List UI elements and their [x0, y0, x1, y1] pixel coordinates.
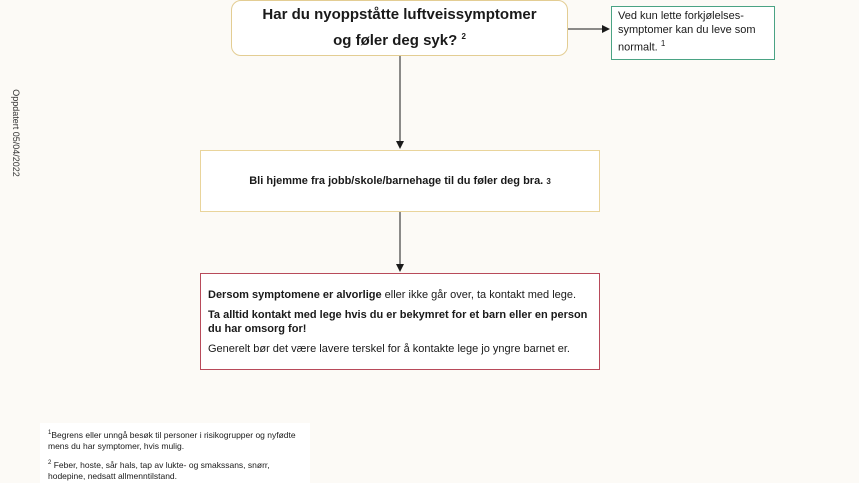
question-line2: og føler deg syk? — [333, 32, 458, 49]
footnotes — [40, 423, 310, 483]
mild-symptoms-note — [611, 6, 775, 60]
footnote-1 — [48, 428, 302, 452]
footnote-2-text: Feber, hoste, sår hals, tap av lukte- og smakssans, snørr, hodepine, nedsatt allmenntilstand. — [48, 459, 270, 481]
footnote-2 — [48, 458, 302, 482]
doctor-p1-rest: eller ikke går over, ta kontakt med lege. — [381, 289, 577, 301]
doctor-p1-bold: Dersom symptomene er alvorlige — [208, 289, 382, 301]
stay-home-text: Bli hjemme fra jobb/skole/barnehage til du føler deg bra. — [249, 175, 544, 187]
doctor-paragraph-2 — [208, 308, 592, 336]
doctor-p2-bold: Ta alltid kontakt med lege hvis du er bekymret for et barn eller en person du har omsorg for! — [208, 309, 588, 335]
question-box — [231, 0, 568, 56]
doctor-paragraph-3: Generelt bør det være lavere terskel for å kontakte lege jo yngre barnet er. — [208, 343, 570, 355]
updated-date: Oppdatert 05/04/2022 — [11, 89, 21, 177]
footnote-1-number: 1 — [48, 430, 52, 436]
question-line2-wrap — [333, 26, 466, 52]
stay-home-box — [200, 150, 600, 212]
mild-symptoms-text: Ved kun lette forkjølelses-symptomer kan du leve som normalt. — [618, 10, 756, 54]
footnote-2-number: 2 — [48, 459, 52, 466]
stay-home-footnote-ref: 3 — [546, 176, 551, 186]
question-footnote-ref: 2 — [461, 32, 466, 41]
contact-doctor-box — [200, 273, 600, 370]
doctor-paragraph-1 — [208, 288, 592, 302]
question-line1: Har du nyoppståtte luftveissymptomer — [262, 6, 537, 23]
mild-symptoms-footnote-ref: 1 — [660, 39, 666, 48]
footnote-1-text: Begrens eller unngå besøk til personer i risikogrupper og nyfødte mens du har symptomer, hvis mulig. — [48, 429, 296, 451]
